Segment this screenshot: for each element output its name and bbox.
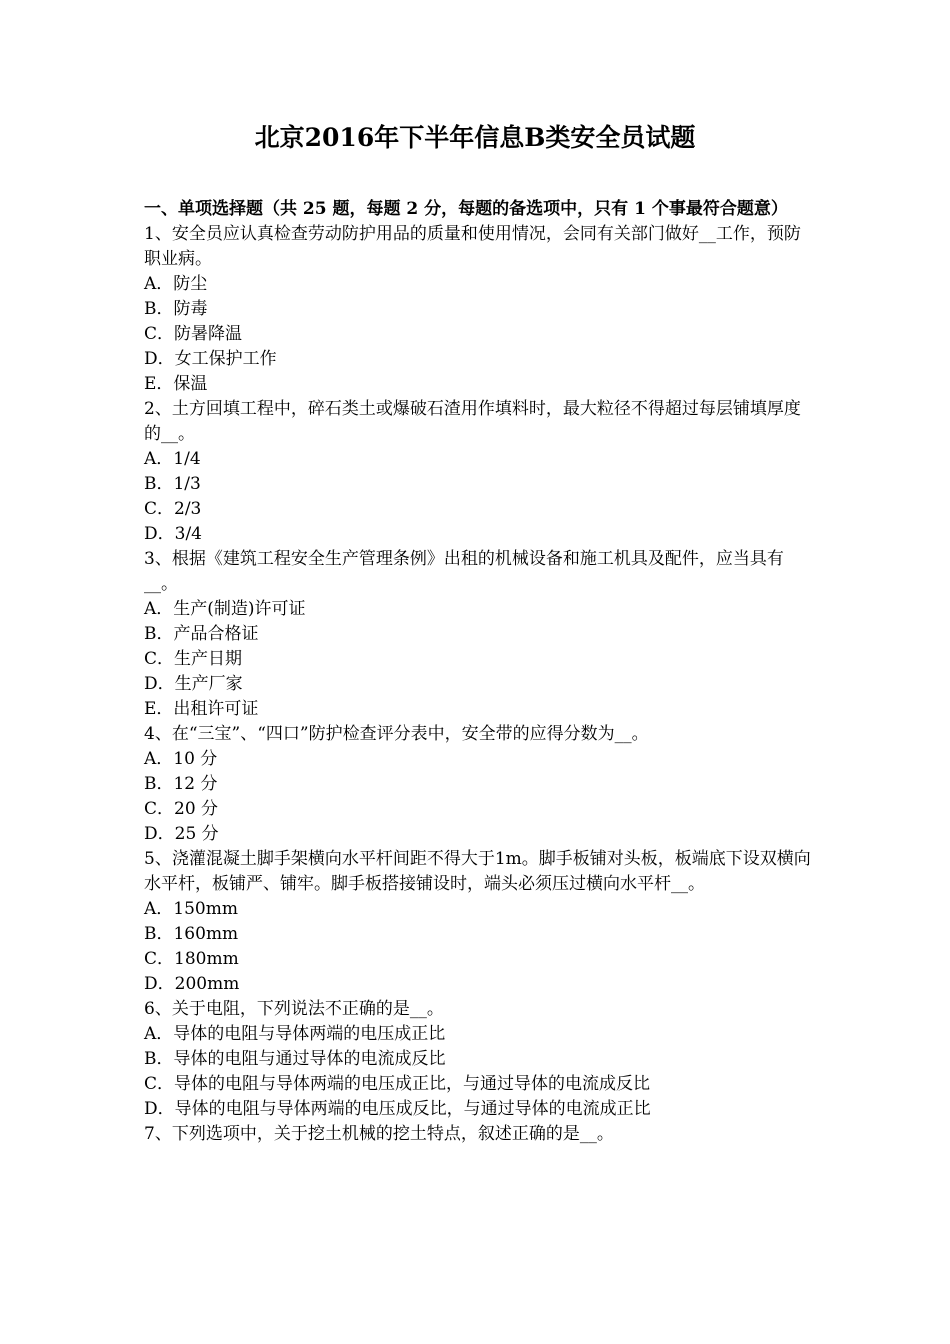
question-2: [144, 397, 816, 547]
option-b: B．导体的电阻与通过导体的电流成反比: [144, 1049, 446, 1069]
option-d: D．生产厂家: [144, 674, 243, 694]
option-c: C．20 分: [144, 799, 219, 819]
question-text: 5、浇灌混凝土脚手架横向水平杆间距不得大于1m。脚手板铺对头板，板端底下设双横向水平杆，板铺严、铺牢。脚手板搭接铺设时，端头必须压过横向水平杆__。: [144, 849, 811, 894]
option-a: A．生产(制造)许可证: [144, 599, 306, 619]
question-4: [144, 722, 816, 847]
question-text: 6、关于电阻，下列说法不正确的是__。: [144, 999, 444, 1019]
option-a: A．150mm: [144, 899, 238, 919]
option-d: D．女工保护工作: [144, 349, 277, 369]
document-title: 北京2016年下半年信息B类安全员试题: [254, 123, 696, 152]
option-c: C．180mm: [144, 949, 239, 969]
option-a: A．1/4: [144, 449, 201, 469]
option-c: C．2/3: [144, 499, 202, 519]
question-text: 2、土方回填工程中，碎石类土或爆破石渣用作填料时，最大粒径不得超过每层铺填厚度的__。: [144, 399, 801, 444]
option-c: C．防暑降温: [144, 324, 243, 344]
question-6: [144, 997, 816, 1122]
option-d: D．25 分: [144, 824, 219, 844]
option-d: D．导体的电阻与导体两端的电压成反比，与通过导体的电流成正比: [144, 1099, 651, 1119]
question-1: [144, 222, 816, 397]
option-a: A．10 分: [144, 749, 218, 769]
option-e: E．保温: [144, 374, 208, 394]
option-c: C．导体的电阻与导体两端的电压成正比，与通过导体的电流成反比: [144, 1074, 651, 1094]
question-text: 1、安全员应认真检查劳动防护用品的质量和使用情况，会同有关部门做好__工作，预防职业病。: [144, 224, 801, 269]
question-3: [144, 547, 816, 722]
option-c: C．生产日期: [144, 649, 243, 669]
option-b: B．防毒: [144, 299, 208, 319]
option-b: B．1/3: [144, 474, 201, 494]
option-a: A．导体的电阻与导体两端的电压成正比: [144, 1024, 446, 1044]
option-e: E．出租许可证: [144, 699, 259, 719]
option-b: B．160mm: [144, 924, 239, 944]
option-b: B．12 分: [144, 774, 218, 794]
option-b: B．产品合格证: [144, 624, 259, 644]
section-heading: 一、单项选择题（共 25 题，每题 2 分，每题的备选项中，只有 1 个事最符合题意）: [144, 199, 788, 219]
option-d: D．3/4: [144, 524, 202, 544]
option-d: D．200mm: [144, 974, 240, 994]
option-a: A．防尘: [144, 274, 208, 294]
question-text: 3、根据《建筑工程安全生产管理条例》出租的机械设备和施工机具及配件，应当具有__。: [144, 549, 784, 594]
document-body: [144, 197, 816, 1147]
question-text: 7、下列选项中，关于挖土机械的挖土特点，叙述正确的是__。: [144, 1124, 614, 1144]
question-5: [144, 847, 816, 997]
question-text: 4、在“三宝”、“四口”防护检查评分表中，安全带的应得分数为__。: [144, 724, 649, 744]
question-7: [144, 1122, 816, 1147]
